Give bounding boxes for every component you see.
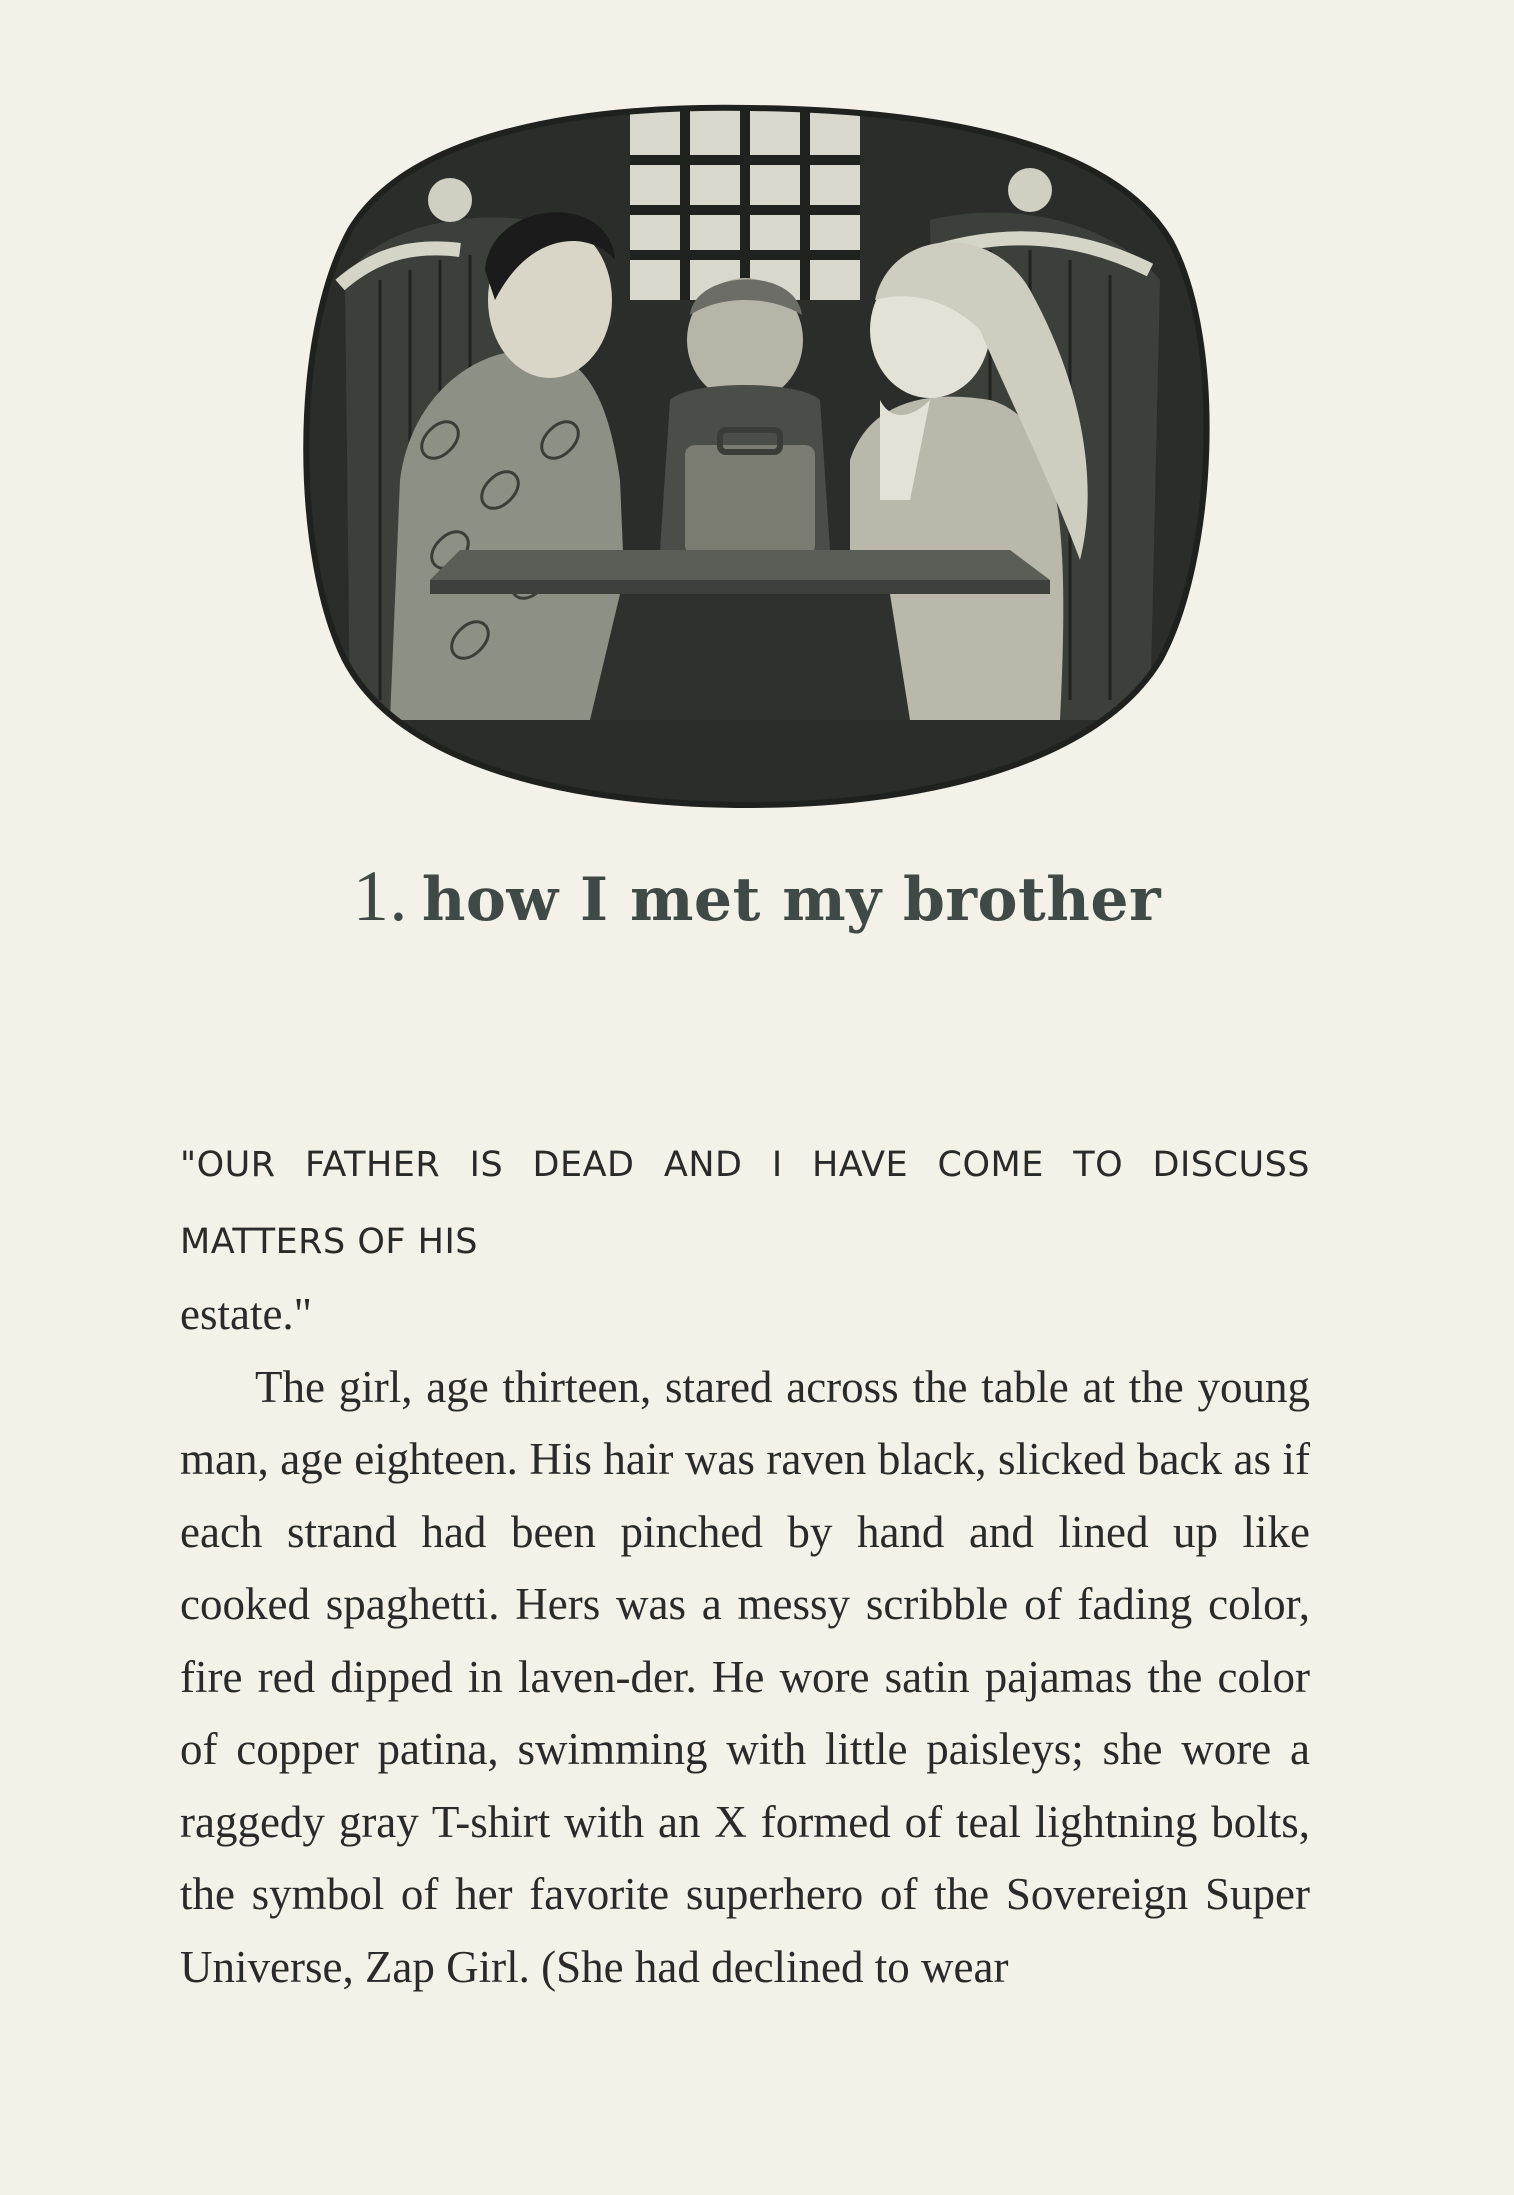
chapter-heading <box>0 855 1514 938</box>
opening-paragraph <box>180 1125 1310 1351</box>
opening-line-caps: "OUR FATHER IS DEAD AND I HAVE COME TO DISCUSS MATTERS OF HIS <box>180 1145 1310 1262</box>
chapter-body <box>180 1125 1310 2003</box>
chapter-title: how I met my brother <box>421 865 1162 935</box>
paragraph: The girl, age thirteen, stared across the table at the young man, age eighteen. His hair was raven black, slicked back as if each strand had been pinched by hand and lined up like cooked spaghetti. Hers was a messy scribble of fading color, fire red dipped in laven-der. He wore satin pajamas the color of copper patina, swimming with little paisleys; she wore a raggedy gray T-shirt with an X formed of teal lightning bolts, the symbol of her favorite superhero of the Sovereign Super Universe, Zap Girl. (She had declined to wear <box>180 1361 1310 1992</box>
chapter-illustration <box>290 100 1210 810</box>
opening-line-rest: estate." <box>180 1289 313 1339</box>
chapter-number: 1. <box>352 856 408 936</box>
